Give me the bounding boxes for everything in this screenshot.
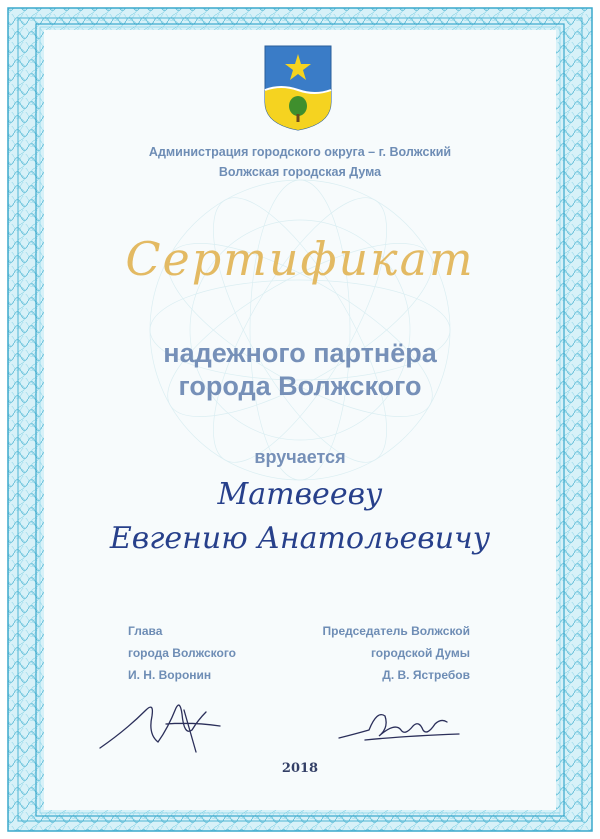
signatory-left-role-1: Глава xyxy=(128,624,163,638)
volzhsky-coat-of-arms-icon xyxy=(263,44,333,132)
signature-left xyxy=(96,690,236,760)
recipient-given-names: Евгению Анатольевичу xyxy=(109,521,491,556)
council-name: Волжская городская Дума xyxy=(218,165,382,179)
awarded-to-label: вручается xyxy=(254,447,346,467)
signatory-right-role-2: городской Думы xyxy=(370,646,470,660)
signatory-right-role-1: Председатель Волжской xyxy=(322,624,470,638)
signatory-left-role-2: города Волжского xyxy=(128,646,236,660)
subtitle-line-2: города Волжского xyxy=(178,371,422,401)
certificate-title: Сертификат xyxy=(125,232,475,286)
signatory-left-name: И. Н. Воронин xyxy=(128,668,212,682)
signatory-right-name: Д. В. Ястребов xyxy=(382,668,470,682)
subtitle-line-1: надежного партнёра xyxy=(163,338,437,368)
organization-name: Администрация городского округа – г. Волжский xyxy=(148,145,452,159)
certificate-year: 2018 xyxy=(281,761,319,776)
signature-right xyxy=(335,700,465,750)
signatory-left xyxy=(128,620,236,686)
recipient-surname: Матвееву xyxy=(217,477,383,512)
signatory-right xyxy=(300,620,470,686)
